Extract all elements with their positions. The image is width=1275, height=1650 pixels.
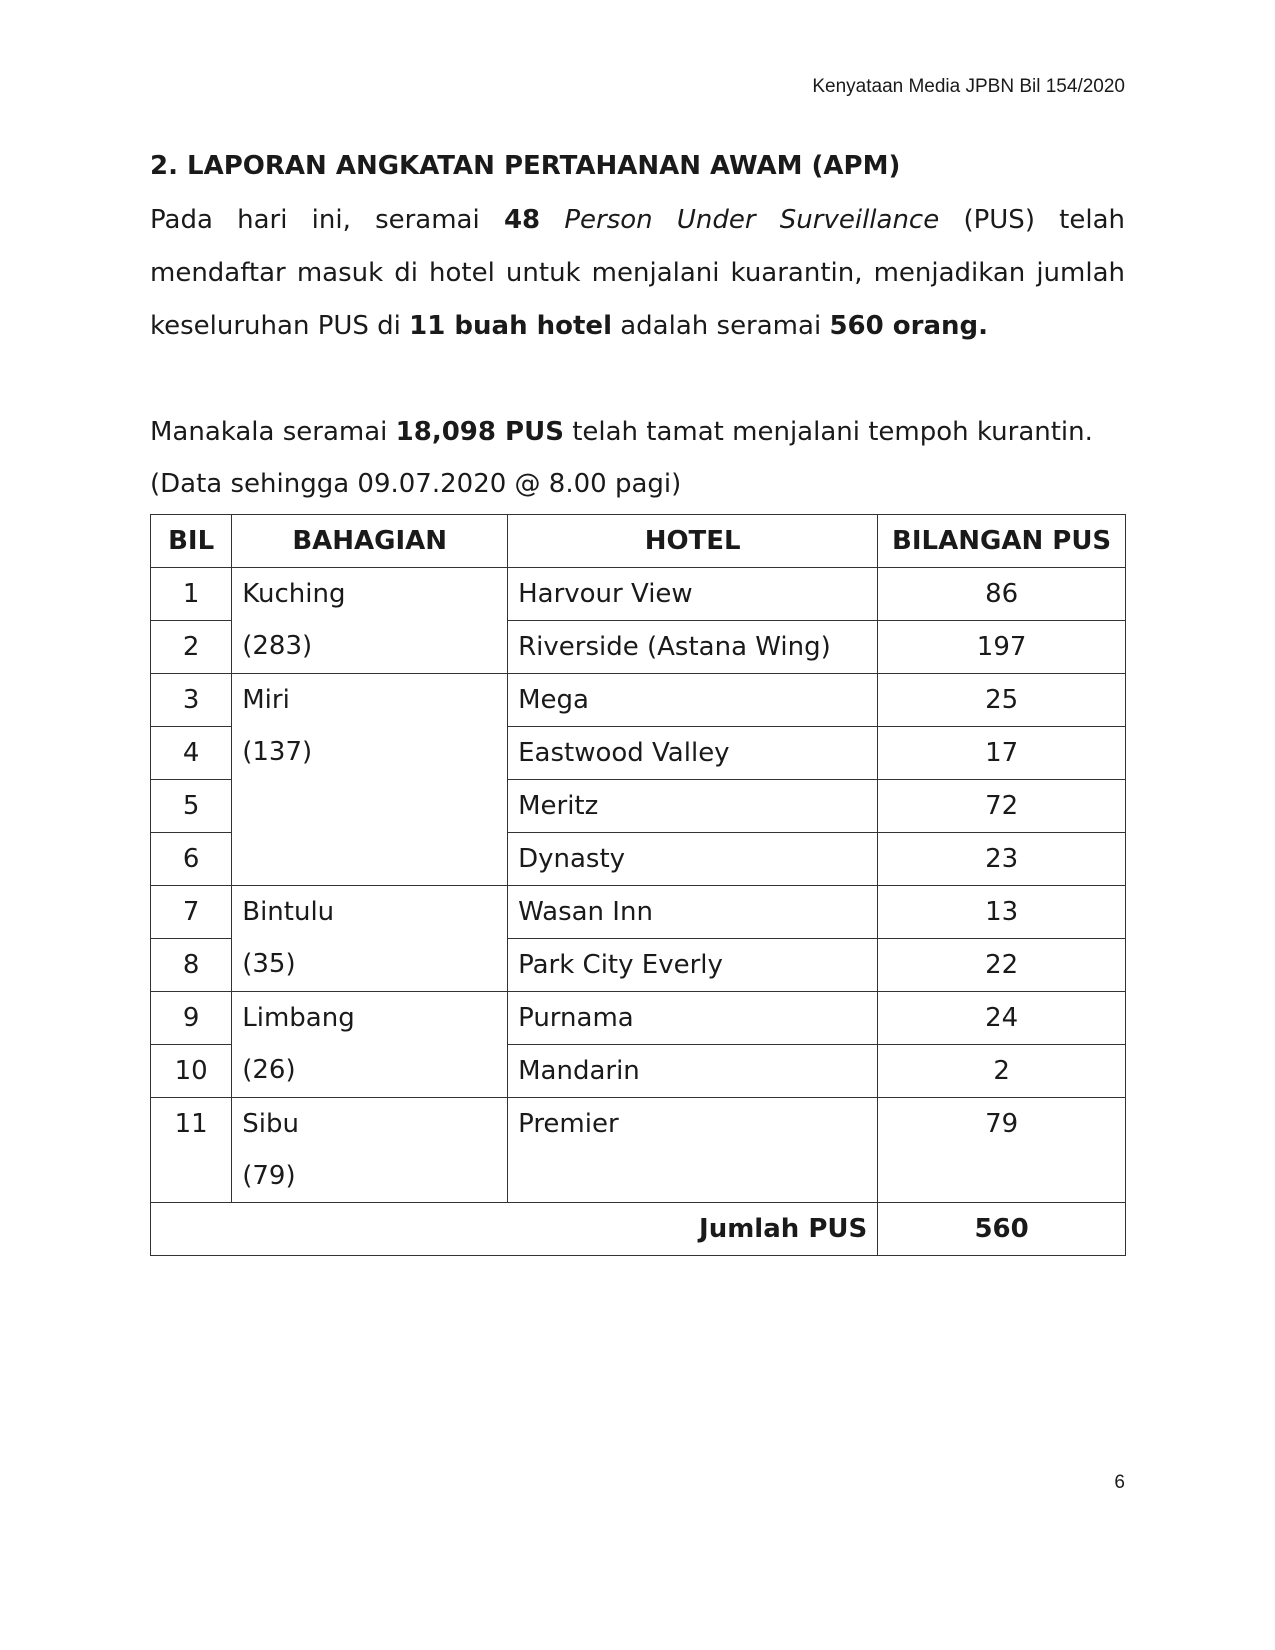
division-total: (137) bbox=[242, 737, 313, 767]
cell-hotel: Premier bbox=[508, 1098, 878, 1203]
cell-pus: 79 bbox=[878, 1098, 1126, 1203]
division-total: (283) bbox=[242, 631, 313, 661]
hotel-pus-table bbox=[150, 514, 1126, 1256]
cell-bil: 3 bbox=[151, 674, 232, 727]
header-hotel: HOTEL bbox=[508, 515, 878, 568]
cell-pus: 2 bbox=[878, 1045, 1126, 1098]
total-value: 560 bbox=[878, 1203, 1126, 1256]
division-name: Sibu bbox=[242, 1109, 299, 1139]
division-name: Limbang bbox=[242, 1003, 355, 1033]
cell-hotel: Dynasty bbox=[508, 833, 878, 886]
cell-pus: 197 bbox=[878, 621, 1126, 674]
section-title: 2. LAPORAN ANGKATAN PERTAHANAN AWAM (APM) bbox=[150, 151, 901, 181]
header-bil: BIL bbox=[151, 515, 232, 568]
division-total: (35) bbox=[242, 949, 296, 979]
cell-bahagian-sibu bbox=[232, 1098, 508, 1203]
division-name: Bintulu bbox=[242, 897, 335, 927]
document-reference: Kenyataan Media JPBN Bil 154/2020 bbox=[812, 76, 1125, 97]
cell-hotel: Riverside (Astana Wing) bbox=[508, 621, 878, 674]
cell-bil: 6 bbox=[151, 833, 232, 886]
cell-pus: 72 bbox=[878, 780, 1126, 833]
cell-hotel: Purnama bbox=[508, 992, 878, 1045]
cell-pus: 86 bbox=[878, 568, 1126, 621]
paragraph-pus-registered: Pada hari ini, seramai 48 Person Under Surveillance (PUS) telah mendaftar masuk di hotel untuk menjalani kuarantin, menjadikan jumlah keseluruhan PUS di 11 buah hotel adalah seramai 560 orang. bbox=[150, 205, 1126, 341]
cell-bil: 8 bbox=[151, 939, 232, 992]
division-total: (26) bbox=[242, 1055, 296, 1085]
cell-bahagian-miri bbox=[232, 674, 508, 886]
division-name: Miri bbox=[242, 685, 290, 715]
total-label: Jumlah PUS bbox=[151, 1203, 878, 1256]
cell-pus: 25 bbox=[878, 674, 1126, 727]
cell-hotel: Wasan Inn bbox=[508, 886, 878, 939]
cell-bil: 7 bbox=[151, 886, 232, 939]
cell-bahagian-bintulu bbox=[232, 886, 508, 992]
cell-bahagian-limbang bbox=[232, 992, 508, 1098]
table-total-row bbox=[151, 1203, 1126, 1256]
cell-bil: 9 bbox=[151, 992, 232, 1045]
cell-hotel: Harvour View bbox=[508, 568, 878, 621]
division-name: Kuching bbox=[242, 579, 346, 609]
table-row bbox=[151, 674, 1126, 727]
cell-pus: 24 bbox=[878, 992, 1126, 1045]
page-number: 6 bbox=[1114, 1472, 1125, 1493]
table-row bbox=[151, 886, 1126, 939]
header-bahagian: BAHAGIAN bbox=[232, 515, 508, 568]
table-header-row bbox=[151, 515, 1126, 568]
cell-hotel: Park City Everly bbox=[508, 939, 878, 992]
cell-hotel: Meritz bbox=[508, 780, 878, 833]
cell-bil: 10 bbox=[151, 1045, 232, 1098]
data-date-note: (Data sehingga 09.07.2020 @ 8.00 pagi) bbox=[150, 469, 682, 499]
cell-pus: 17 bbox=[878, 727, 1126, 780]
cell-bil: 11 bbox=[151, 1098, 232, 1203]
cell-bahagian-kuching bbox=[232, 568, 508, 674]
cell-bil: 2 bbox=[151, 621, 232, 674]
table-row bbox=[151, 1098, 1126, 1203]
header-bilangan-pus: BILANGAN PUS bbox=[878, 515, 1126, 568]
cell-bil: 4 bbox=[151, 727, 232, 780]
cell-hotel: Eastwood Valley bbox=[508, 727, 878, 780]
division-total: (79) bbox=[242, 1161, 296, 1191]
cell-bil: 1 bbox=[151, 568, 232, 621]
table-row bbox=[151, 568, 1126, 621]
cell-hotel: Mandarin bbox=[508, 1045, 878, 1098]
cell-hotel: Mega bbox=[508, 674, 878, 727]
cell-pus: 22 bbox=[878, 939, 1126, 992]
cell-bil: 5 bbox=[151, 780, 232, 833]
document-body bbox=[150, 148, 1125, 1256]
paragraph-pus-completed: Manakala seramai 18,098 PUS telah tamat menjalani tempoh kurantin. bbox=[150, 417, 1093, 447]
table-row bbox=[151, 992, 1126, 1045]
cell-pus: 13 bbox=[878, 886, 1126, 939]
paragraph-spacer bbox=[150, 353, 1125, 406]
cell-pus: 23 bbox=[878, 833, 1126, 886]
